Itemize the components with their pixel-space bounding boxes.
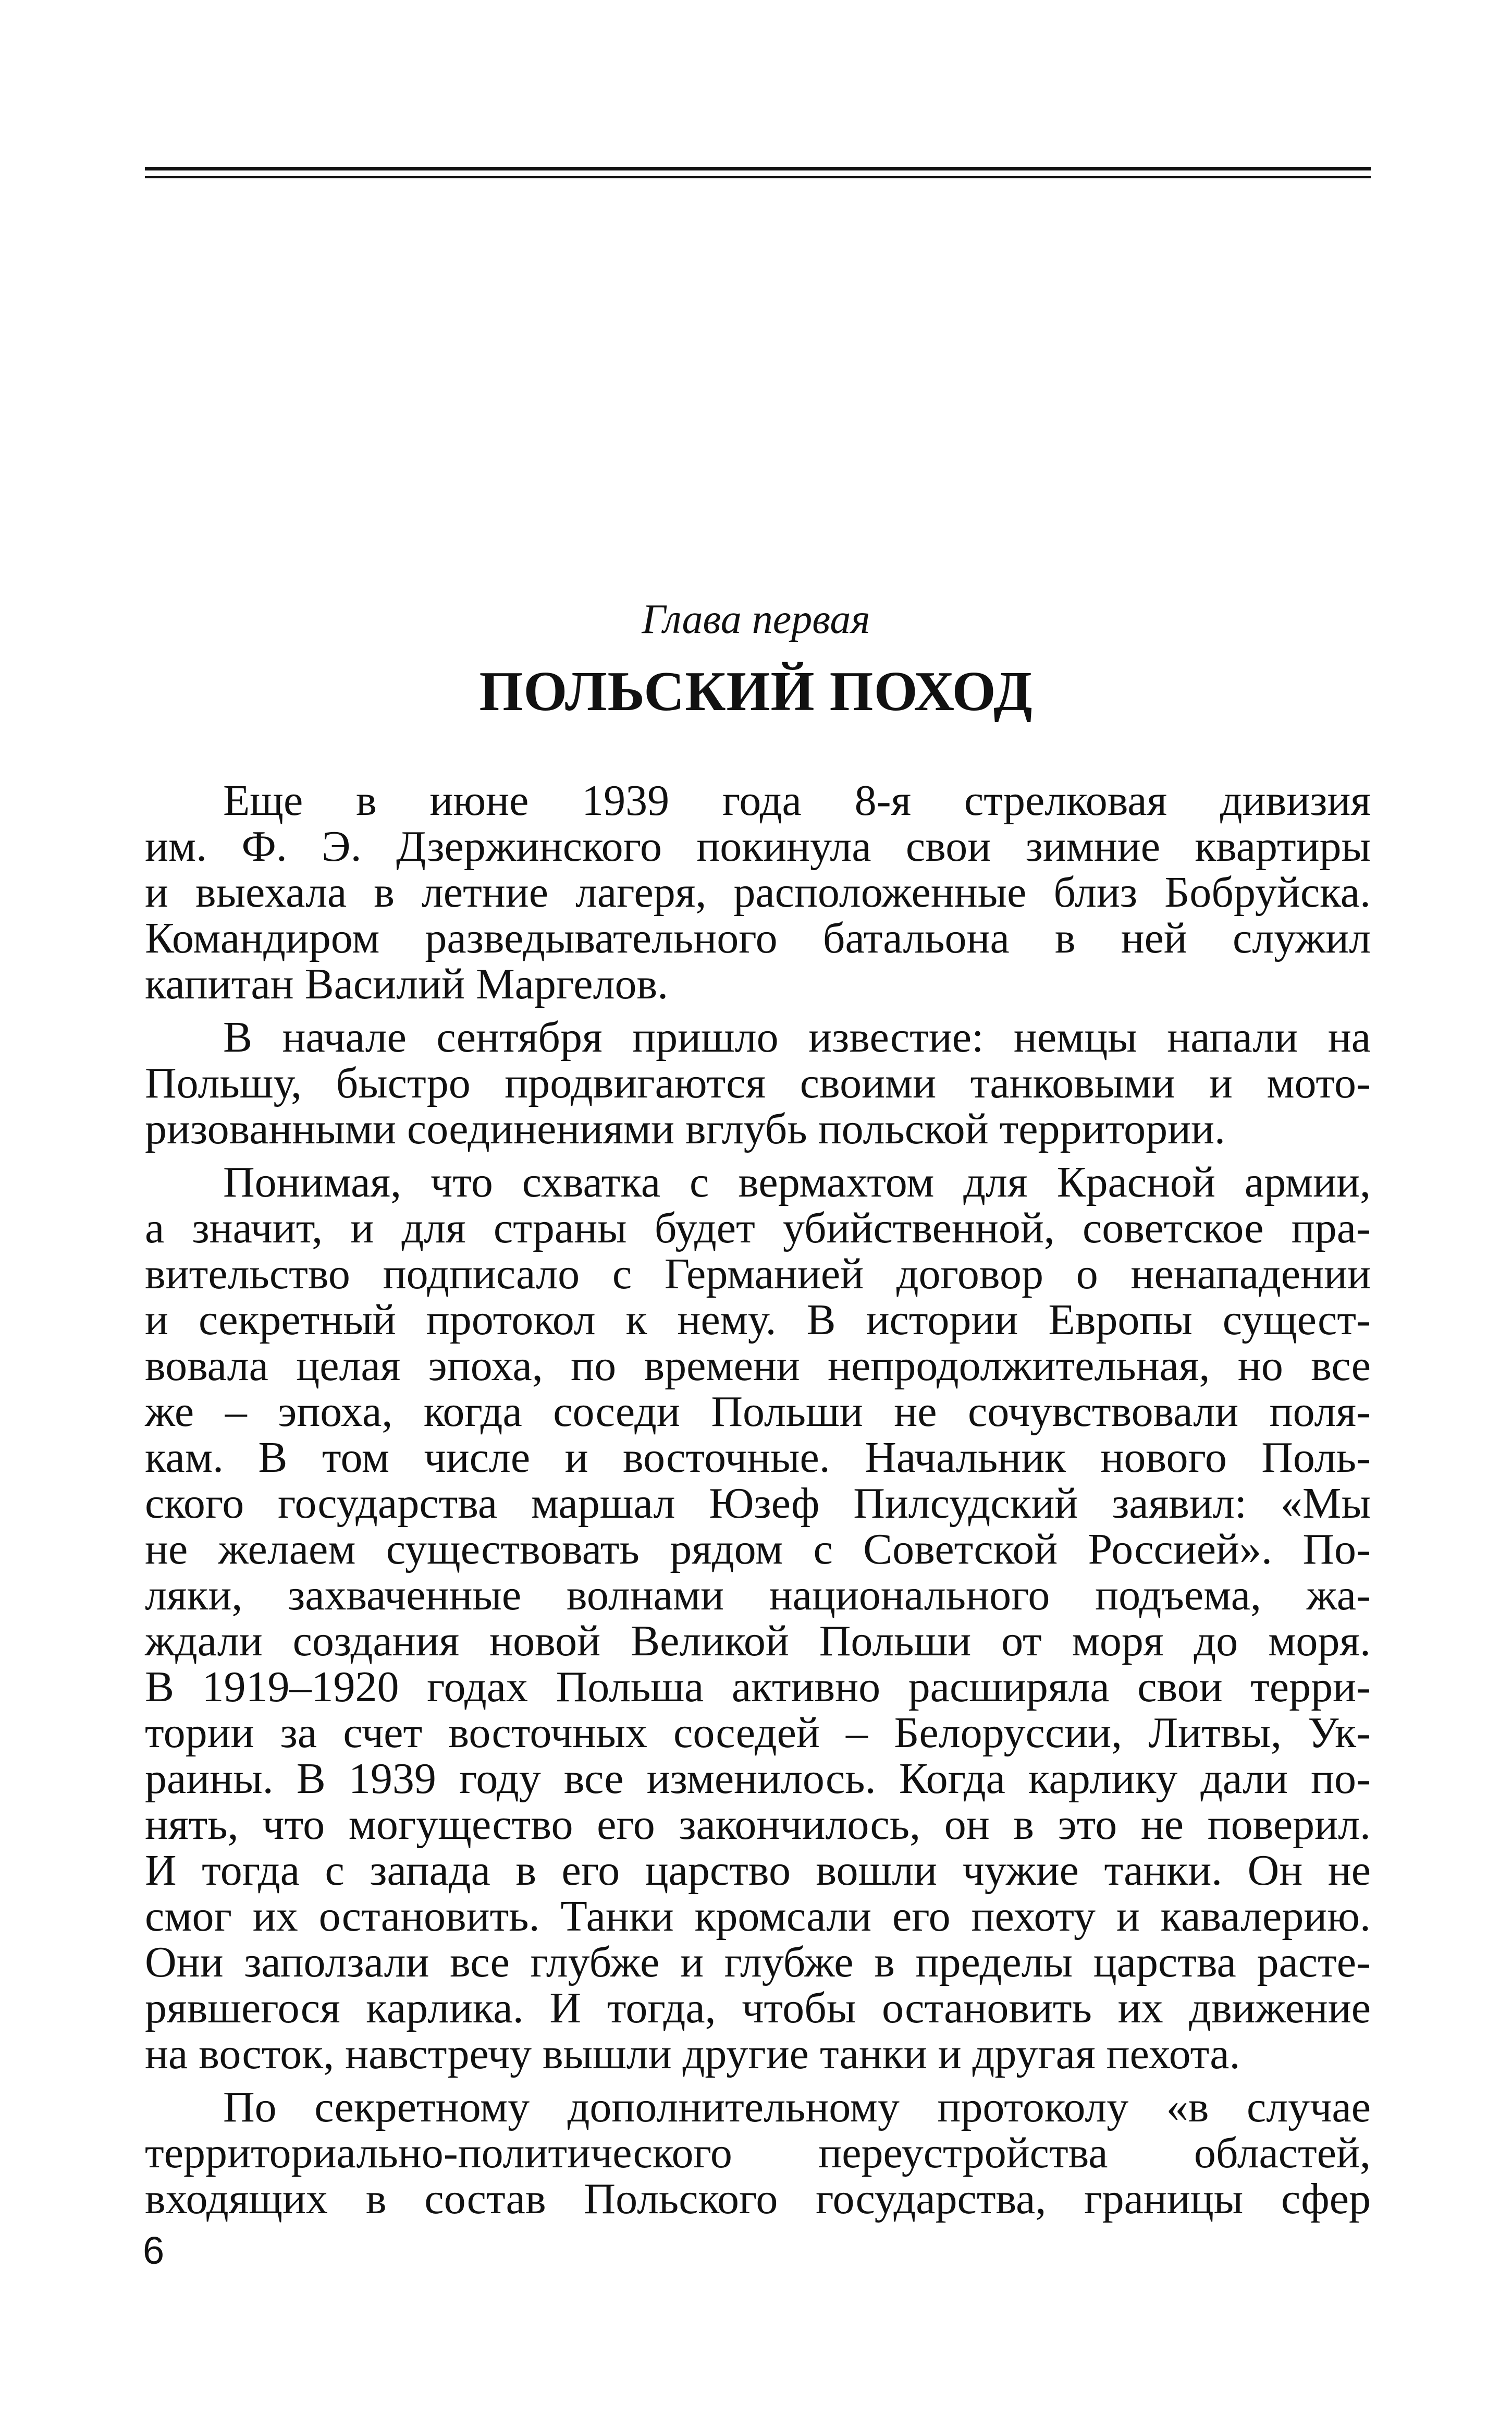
text-line: а значит, и для страны будет убийственной, советское пра- bbox=[145, 1204, 1371, 1252]
page-number: 6 bbox=[143, 2229, 165, 2272]
text-line: ждали создания новой Великой Польши от моря до моря. bbox=[145, 1617, 1371, 1665]
paragraph bbox=[145, 778, 1371, 1007]
text-line: тории за счет восточных соседей – Белоруссии, Литвы, Ук- bbox=[145, 1709, 1371, 1757]
text-line: кам. В том числе и восточные. Начальник нового Поль- bbox=[145, 1433, 1371, 1482]
text-line: ризованными соединениями вглубь польской территории. bbox=[145, 1105, 1226, 1153]
text-line: Командиром разведывательного батальона в ней служил bbox=[145, 914, 1371, 962]
text-line: не желаем существовать рядом с Советской Россией». По- bbox=[145, 1525, 1371, 1573]
text-line: же – эпоха, когда соседи Польши не сочувствовали поля- bbox=[145, 1387, 1371, 1436]
chapter-title: ПОЛЬСКИЙ ПОХОД bbox=[479, 661, 1033, 723]
text-line: ляки, захваченные волнами национального подъема, жа- bbox=[145, 1571, 1371, 1619]
text-line: Еще в июне 1939 года 8-я стрелковая дивизия bbox=[223, 776, 1371, 825]
text-line: смог их остановить. Танки кромсали его пехоту и кавалерию. bbox=[145, 1892, 1371, 1941]
header-rule-thin bbox=[145, 176, 1371, 178]
text-line: вительство подписало с Германией договор о ненападении bbox=[145, 1250, 1371, 1298]
text-line: раины. В 1939 году все изменилось. Когда карлику дали по- bbox=[145, 1754, 1371, 1803]
text-line: и секретный протокол к нему. В истории Европы сущест- bbox=[145, 1296, 1371, 1344]
text-line: на восток, навстречу вышли другие танки и другая пехота. bbox=[145, 2030, 1240, 2078]
text-line: вовала целая эпоха, по времени непродолжительная, но все bbox=[145, 1341, 1371, 1390]
text-line: нять, что могущество его закончилось, он в это не поверил. bbox=[145, 1800, 1371, 1849]
text-line: По секретному дополнительному протоколу «в случае bbox=[223, 2083, 1371, 2131]
text-line: рявшегося карлика. И тогда, чтобы остановить их движение bbox=[145, 1984, 1371, 2032]
text-line: В 1919–1920 годах Польша активно расширяла свои терри- bbox=[145, 1663, 1371, 1711]
text-line: им. Ф. Э. Дзержинского покинула свои зимние квартиры bbox=[145, 822, 1371, 871]
text-line: территориально-политического переустройства областей, bbox=[145, 2129, 1371, 2177]
text-line: входящих в состав Польского государства, границы сфер bbox=[145, 2175, 1371, 2223]
chapter-label: Глава первая bbox=[642, 596, 870, 642]
text-line: И тогда с запада в его царство вошли чужие танки. Он не bbox=[145, 1846, 1371, 1895]
header-rule-thick bbox=[145, 167, 1371, 170]
paragraph bbox=[145, 2084, 1371, 2222]
text-line: В начале сентября пришло известие: немцы напали на bbox=[223, 1013, 1371, 1062]
paragraph bbox=[145, 1015, 1371, 1152]
text-line: Польшу, быстро продвигаются своими танковыми и мото- bbox=[145, 1059, 1371, 1107]
paragraph bbox=[145, 1160, 1371, 2077]
body-text bbox=[145, 778, 1371, 2222]
text-line: ского государства маршал Юзеф Пилсудский заявил: «Мы bbox=[145, 1479, 1371, 1528]
text-line: Они заползали все глубже и глубже в пределы царства расте- bbox=[145, 1938, 1371, 1986]
text-line: Понимая, что схватка с вермахтом для Красной армии, bbox=[223, 1158, 1371, 1206]
text-line: капитан Василий Маргелов. bbox=[145, 960, 669, 1008]
text-line: и выехала в летние лагеря, расположенные близ Бобруйска. bbox=[145, 868, 1371, 917]
